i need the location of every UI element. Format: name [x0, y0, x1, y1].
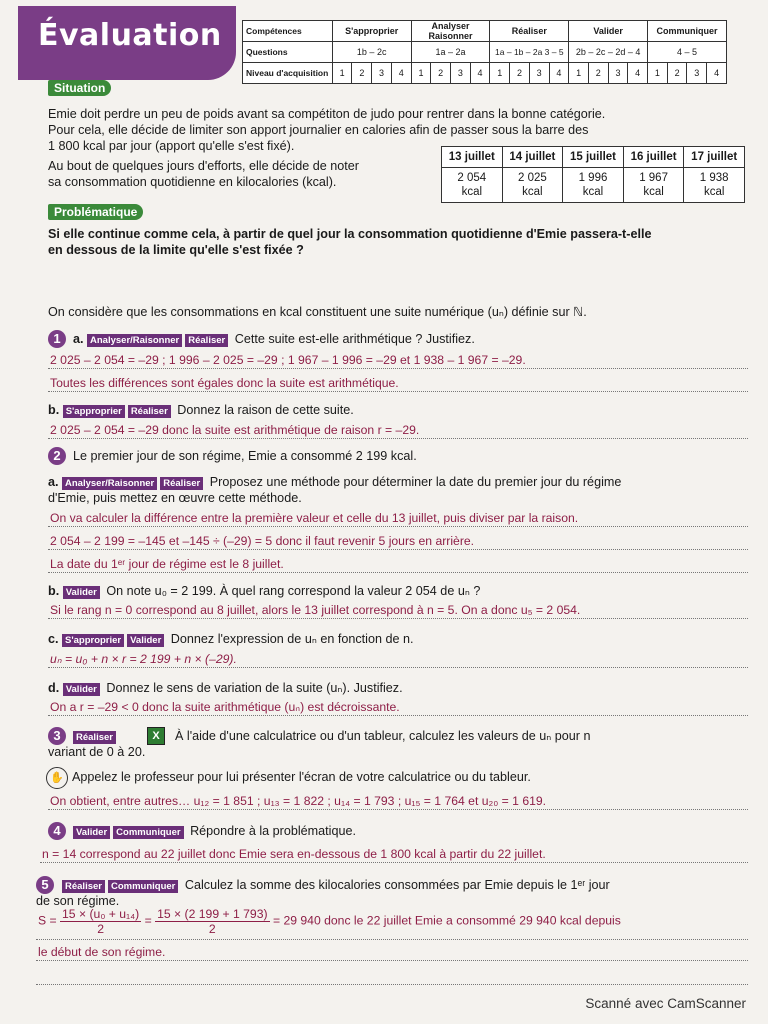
- answer-line: [48, 572, 748, 573]
- comp-header: Réaliser: [490, 21, 569, 42]
- q2d-prompt: d. Valider Donnez le sens de variation de la suite (uₙ). Justifiez.: [48, 681, 403, 695]
- comp-questions: 1a – 1b – 2a 3 – 5: [490, 42, 569, 63]
- comp-header: S'approprier: [332, 21, 411, 42]
- q2-intro: Le premier jour de son régime, Emie a consommé 2 199 kcal.: [73, 449, 417, 463]
- questions-label: Questions: [243, 42, 333, 63]
- value-cell: 1 938 kcal: [684, 168, 745, 203]
- answer-line: [40, 862, 748, 863]
- fraction: $\frac{\text{15 × (u₀ + u₁₄)}}{2}$: [62, 907, 140, 936]
- q2c-prompt: c. S'approprier Valider Donnez l'expression de uₙ en fonction de n.: [48, 632, 414, 646]
- date-cell: 16 juillet: [623, 147, 684, 168]
- q5-answer: S = $\frac{\text{15 × (u₀ + u₁₄)}}{2}$ = $\frac{15 \times (2 199 + 1 793)}{2}$ = 29 940 donc le 22 juillet Emie a consommé 29 940 kcal depuis: [38, 907, 621, 936]
- situation-text: sa consommation quotidienne en kilocalories (kcal).: [48, 175, 337, 189]
- answer-line: [48, 809, 748, 810]
- q2d-answer: On a r = –29 < 0 donc la suite arithmétique (uₙ) est décroissante.: [50, 700, 400, 714]
- value-cell: 2 054 kcal: [442, 168, 503, 203]
- question-number: 3: [48, 727, 66, 745]
- q1a-answer: 2 025 – 2 054 = –29 ; 1 996 – 2 025 = –29 ; 1 967 – 1 996 = –29 et 1 938 – 1 967 = –29.: [50, 353, 526, 367]
- question-number: 4: [48, 822, 66, 840]
- q3-prompt: [73, 728, 119, 744]
- q4-prompt: Valider Communiquer Répondre à la problématique.: [73, 823, 356, 839]
- q2a-prompt: d'Emie, puis mettez en œuvre cette méthode.: [48, 491, 302, 505]
- skill-tag: Analyser/Raisonner: [62, 477, 157, 490]
- q4-answer: n = 14 correspond au 22 juillet donc Emie sera en-dessous de 1 800 kcal à partir du 22 juillet.: [42, 847, 546, 861]
- level-cell: 4: [391, 63, 411, 84]
- comp-questions: 4 – 5: [648, 42, 727, 63]
- situation-text: Emie doit perdre un peu de poids avant sa compétiton de judo pour rentrer dans la bonne catégorie.: [48, 107, 606, 121]
- skill-tag: Communiquer: [108, 880, 178, 893]
- situation-text: 1 800 kcal par jour (apport qu'elle s'est fixé).: [48, 139, 295, 153]
- level-cell: 4: [707, 63, 727, 84]
- level-cell: 3: [451, 63, 471, 84]
- skill-tag: S'approprier: [63, 405, 125, 418]
- comp-header: Communiquer: [648, 21, 727, 42]
- q2b-answer: Si le rang n = 0 correspond au 8 juillet, alors le 13 juillet correspond à n = 5. On a donc u₅ = 2 054.: [50, 603, 581, 617]
- date-cell: 17 juillet: [684, 147, 745, 168]
- q2a-answer: On va calculer la différence entre la première valeur et celle du 13 juillet, puis diviser par la raison.: [50, 511, 579, 525]
- question-number: 5: [36, 876, 54, 894]
- answer-line: [48, 368, 748, 369]
- skill-tag: S'approprier: [62, 634, 124, 647]
- level-cell: 3: [687, 63, 707, 84]
- level-cell: 2: [510, 63, 530, 84]
- level-cell: 4: [628, 63, 648, 84]
- skill-tag: Réaliser: [160, 477, 203, 490]
- level-cell: 3: [372, 63, 392, 84]
- comp-header: Valider: [569, 21, 648, 42]
- level-cell: 2: [431, 63, 451, 84]
- spreadsheet-icon: X: [147, 727, 165, 745]
- problematique-tag: Problématique: [48, 204, 143, 220]
- answer-line: [48, 618, 748, 619]
- q2a-answer: 2 054 – 2 199 = –145 et –145 ÷ (–29) = 5 donc il faut revenir 5 jours en arrière.: [50, 534, 475, 548]
- teacher-icon: ✋: [46, 767, 68, 789]
- q2a-prompt: a. Analyser/Raisonner Réaliser Proposez une méthode pour déterminer la date du premier jour du régime: [48, 475, 622, 489]
- level-cell: 4: [470, 63, 490, 84]
- answer-line: [36, 939, 748, 940]
- skill-tag: Valider: [63, 683, 100, 696]
- problematique-text: Si elle continue comme cela, à partir de quel jour la consommation quotidienne d'Emie passera-t-elle: [48, 227, 652, 241]
- level-cell: 1: [332, 63, 352, 84]
- skill-tag: Réaliser: [185, 334, 228, 347]
- problematique-text: en dessous de la limite qu'elle s'est fixée ?: [48, 243, 304, 257]
- level-cell: 4: [549, 63, 569, 84]
- comp-questions: 1b – 2c: [332, 42, 411, 63]
- q3-prompt: variant de 0 à 20.: [48, 745, 146, 759]
- skill-tag: Valider: [63, 586, 100, 599]
- answer-line: [48, 667, 748, 668]
- skill-tag: Communiquer: [113, 826, 183, 839]
- q3-answer: On obtient, entre autres… u₁₂ = 1 851 ; u₁₃ = 1 822 ; u₁₄ = 1 793 ; u₁₅ = 1 764 et u₂₀ = 1 619.: [50, 794, 547, 808]
- skill-tag: Réaliser: [62, 880, 105, 893]
- intro-text: On considère que les consommations en kcal constituent une suite numérique (uₙ) définie sur ℕ.: [48, 305, 587, 319]
- q5-prompt: de son régime.: [36, 894, 120, 908]
- answer-line: [48, 526, 748, 527]
- q2b-prompt: b. Valider On note u₀ = 2 199. À quel rang correspond la valeur 2 054 de uₙ ?: [48, 584, 481, 598]
- skill-tag: Réaliser: [73, 731, 116, 744]
- answer-line: [36, 960, 748, 961]
- skill-tag: Valider: [73, 826, 110, 839]
- q1b-answer: 2 025 – 2 054 = –29 donc la suite est arithmétique de raison r = –29.: [50, 423, 420, 437]
- date-cell: 13 juillet: [442, 147, 503, 168]
- q5-prompt: Réaliser Communiquer Calculez la somme des kilocalories consommées par Emie depuis le 1ᵉʳ jour: [62, 877, 610, 893]
- value-cell: 1 967 kcal: [623, 168, 684, 203]
- evaluation-banner: [18, 6, 236, 80]
- page-title: Évaluation: [38, 18, 222, 53]
- level-cell: 1: [411, 63, 431, 84]
- consumption-table: [441, 146, 745, 203]
- answer-line: [48, 391, 748, 392]
- level-cell: 2: [667, 63, 687, 84]
- level-cell: 3: [608, 63, 628, 84]
- answer-line: [36, 984, 748, 985]
- answer-line: [48, 549, 748, 550]
- q2c-answer: uₙ = u₀ + n × r = 2 199 + n × (–29).: [50, 652, 237, 666]
- value-cell: 2 025 kcal: [502, 168, 563, 203]
- answer-line: [48, 438, 748, 439]
- question-number: 1: [48, 330, 66, 348]
- q3-prompt: À l'aide d'une calculatrice ou d'un tableur, calculez les valeurs de uₙ pour n: [175, 729, 591, 743]
- competences-table: [242, 20, 727, 84]
- level-cell: 1: [648, 63, 668, 84]
- situation-tag: Situation: [48, 80, 111, 96]
- q1b-prompt: b. S'approprier Réaliser Donnez la raison de cette suite.: [48, 403, 354, 417]
- date-cell: 14 juillet: [502, 147, 563, 168]
- level-cell: 1: [569, 63, 589, 84]
- q1a-answer: Toutes les différences sont égales donc la suite est arithmétique.: [50, 376, 399, 390]
- level-cell: 1: [490, 63, 510, 84]
- fraction: $\frac{15 \times (2 199 + 1 793)}{2}$: [157, 907, 268, 936]
- comp-questions: 1a – 2a: [411, 42, 490, 63]
- q1a-prompt: a. Analyser/Raisonner Réaliser Cette suite est-elle arithmétique ? Justifiez.: [73, 332, 475, 346]
- q2a-answer: La date du 1ᵉʳ jour de régime est le 8 juillet.: [50, 557, 284, 571]
- skill-tag: Analyser/Raisonner: [87, 334, 182, 347]
- level-cell: 2: [352, 63, 372, 84]
- date-cell: 15 juillet: [563, 147, 624, 168]
- answer-line: [48, 715, 748, 716]
- comp-header: Compétences: [243, 21, 333, 42]
- situation-text: Pour cela, elle décide de limiter son apport journalier en calories afin de passer sous la barre des: [48, 123, 589, 137]
- value-cell: 1 996 kcal: [563, 168, 624, 203]
- comp-questions: 2b – 2c – 2d – 4: [569, 42, 648, 63]
- level-cell: 2: [588, 63, 608, 84]
- skill-tag: Valider: [127, 634, 164, 647]
- level-label: Niveau d'acquisition: [243, 63, 333, 84]
- skill-tag: Réaliser: [128, 405, 171, 418]
- scanner-watermark: Scanné avec CamScanner: [585, 996, 746, 1011]
- situation-text: Au bout de quelques jours d'efforts, elle décide de noter: [48, 159, 359, 173]
- question-number: 2: [48, 447, 66, 465]
- q5-answer: le début de son régime.: [38, 945, 166, 959]
- level-cell: 3: [529, 63, 549, 84]
- comp-header: Analyser Raisonner: [411, 21, 490, 42]
- q3-prof: Appelez le professeur pour lui présenter l'écran de votre calculatrice ou du tableur.: [72, 770, 531, 784]
